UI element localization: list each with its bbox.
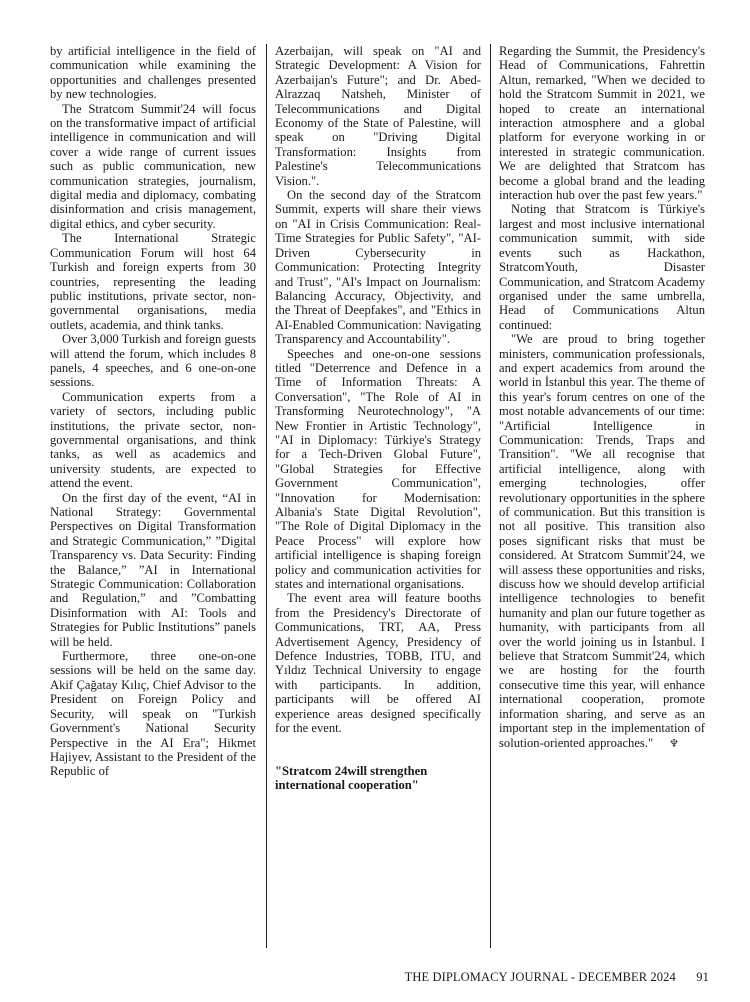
paragraph: by artificial intelligence in the field of communication while examining the opportunities and challenges presented by new technologies. (50, 44, 256, 102)
paragraph: Communication experts from a variety of sectors, including public institutions, the private sector, non-governmental organisations, and think tanks, as well as academics and university students, are expected to attend the event. (50, 389, 256, 491)
paragraph: Speeches and one-on-one sessions titled "Deterrence and Defence in a Time of Information Threats: A Conversation", "The Role of AI in Transforming Neurotechnology", "A New Frontier in Artistic Technology", "AI in Diplomacy: Türkiye's Strategy for a Tech-Driven Global Future", "Global Strategies for Effective Government Communication", "Innovation for Modernisation: Albania's State Digital Revolution", "The Role of Digital Diplomacy in the Peace Process" will explore how artificial intelligence is shaping foreign policy and communication activities for states and international organisations. (275, 346, 481, 592)
paragraph-text: "We are proud to bring together ministers, communication professionals, and expert academics from around the world in İstanbul this year. The theme of this year's forum centres on one of the most notable advancements of our time: "Artificial Intelligence in Communication: Trends, Traps and Transition". "We all recognise that artificial intelligence, along with emerging technologies, offer revolutionary opportunities in the sphere of communication. But this transition is not all positive. This transition also poses significant risks that must be considered. At Stratcom Summit'24, we will assess these opportunities and risks, discuss how we should develop artificial intelligence technologies to benefit humanity and plan our future together as humanity, with participants from all over the world joining us in İstanbul. I believe that Stratcom Summit'24, which we are hosting for the fourth consecutive time this year, will enhance international cooperation, promote information sharing, and serve as an important step in the implementation of solution-oriented approaches." (499, 332, 705, 750)
column-left (50, 44, 256, 948)
paragraph: On the first day of the event, “AI in National Strategy: Governmental Perspectives on Digital Transformation and Strategic Communication,” ”Digital Transparency vs. Data Security: Finding the Balance,” ”AI in International Strategic Communication: Collaboration and Regulation,” and ”Combatting Disinformation with AI: Tools and Strategies for Public Institutions” panels will be held. (50, 490, 256, 649)
paragraph: Azerbaijan, will speak on "AI and Strategic Development: A Vision for Azerbaijan's Future"; and Dr. Abed-Alrazzaq Natsheh, Minister of Telecommunications and Digital Economy of the State of Palestine, will speak on "Driving Digital Transformation: Insights from Palestine's Telecommunications Vision.". (275, 44, 481, 188)
column-right (499, 44, 705, 948)
end-of-article-emblem-icon: ♆ (669, 737, 679, 750)
column-middle (275, 44, 481, 948)
page-number: 91 (696, 970, 709, 984)
paragraph: Over 3,000 Turkish and foreign guests will attend the forum, which includes 8 panels, 4 speeches, and 6 one-on-one sessions. (50, 332, 256, 390)
paragraph: Noting that Stratcom is Türkiye's largest and most inclusive international communication summit, with side events such as Hackathon, StratcomYouth, Disaster Communication, and Stratcom Academy organised under the same umbrella, Head of Communications Altun continued: (499, 202, 705, 332)
paragraph: Regarding the Summit, the Presidency's Head of Communications, Fahrettin Altun, remarked, "When we decided to hold the Stratcom Summit in 2021, we hoped to create an international interaction atmosphere and a global platform for everyone working in or interested in strategic communication. We are delighted that Stratcom has become a global brand and the leading interaction hub over the past few years." (499, 44, 705, 203)
paragraph: The International Strategic Communication Forum will host 64 Turkish and foreign experts from 30 countries, representing the leading public institutions, private sector, non-governmental organisations, media outlets, academia, and think tanks. (50, 231, 256, 332)
paragraph (499, 332, 705, 751)
paragraph: The Stratcom Summit'24 will focus on the transformative impact of artificial intelligence in communication and will cover a wide range of current issues such as public communication, new communication strategies, journalism, digital media and diplomacy, combating disinformation and crisis management, digital ethics, and cyber security. (50, 101, 256, 231)
page-footer (405, 970, 709, 985)
footer-publication: THE DIPLOMACY JOURNAL - DECEMBER 2024 (404, 970, 676, 984)
column-divider (490, 44, 491, 948)
column-divider (266, 44, 267, 948)
paragraph: Furthermore, three one-on-one sessions will be held on the same day. Akif Çağatay Kılıç, Chief Advisor to the President on Foreign Policy and Security, will speak on "Turkish Government's National Security Perspective in the AI Era"; Hikmet Hajiyev, Assistant to the President of the Republic of (50, 649, 256, 779)
subheading: "Stratcom 24will strengthen international cooperation" (275, 763, 428, 792)
paragraph: On the second day of the Stratcom Summit, experts will share their views on "AI in Crisis Communication: Real-Time Strategies for Public Safety", "AI-Driven Cybersecurity in Communication: Protecting Integrity and Trust", "AI's Impact on Journalism: Balancing Accuracy, Objectivity, and the Threat of Deepfakes", and "Ethics in AI-Enabled Communication: Navigating Transparency and Accountability". (275, 188, 481, 347)
paragraph: The event area will feature booths from the Presidency's Directorate of Communications, TRT, AA, Press Advertisement Agency, Presidency of Defence Industries, TOBB, ITU, and Yıldız Technical University to engage with participants. In addition, participants will be offered AI experience areas designed specifically for the event. (275, 591, 481, 736)
